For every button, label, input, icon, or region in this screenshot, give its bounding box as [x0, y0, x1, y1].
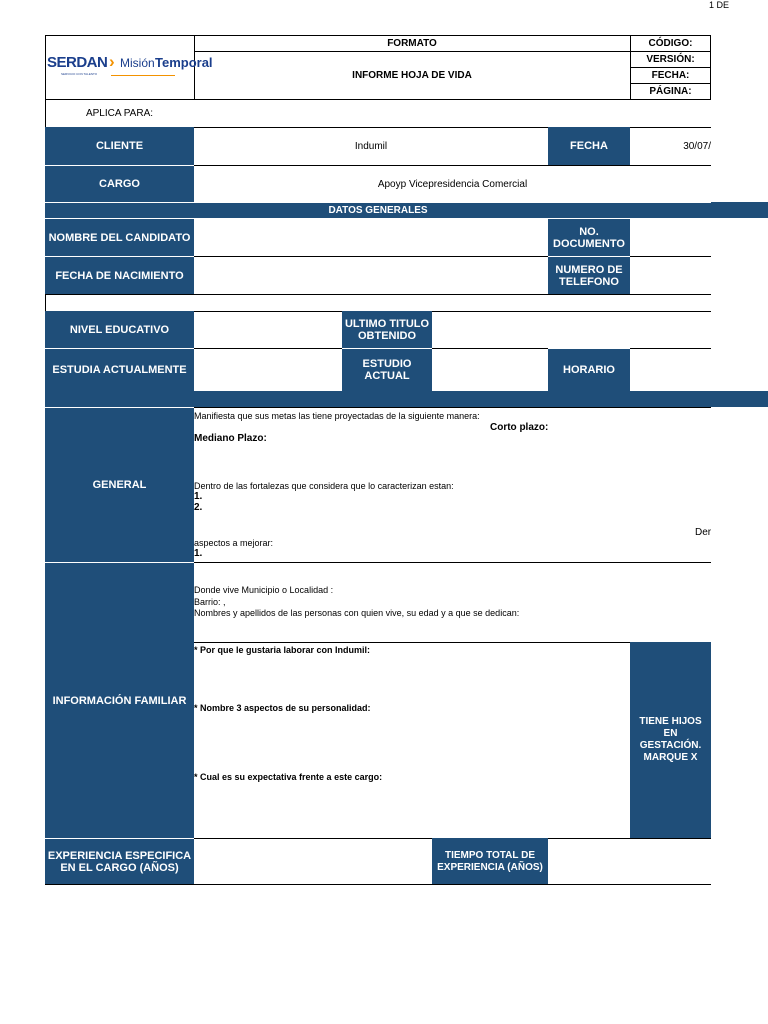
- cargo-label: CARGO: [45, 165, 194, 202]
- barrio-text: Barrio: ,: [194, 597, 226, 607]
- fecha-label: FECHA:: [651, 70, 690, 81]
- nombre-candidato-label: NOMBRE DEL CANDIDATO: [45, 218, 194, 256]
- donde-vive-text: Donde vive Municipio o Localidad :: [194, 585, 334, 595]
- pagina-label: PÁGINA:: [649, 86, 692, 97]
- aspectos-mejorar-text: aspectos a mejorar:: [194, 538, 274, 548]
- general-metas-text: Manifiesta que sus metas las tiene proyectadas de la siguiente manera:: [194, 411, 480, 421]
- cliente-label: CLIENTE: [45, 127, 194, 165]
- section-band: [45, 391, 768, 407]
- spacer-row: [45, 294, 711, 311]
- pregunta-laborar: * Por que le gustaria laborar con Indumil:: [194, 645, 371, 655]
- cliente-value: Indumil: [194, 127, 548, 165]
- estudio-actual-label: ESTUDIO ACTUAL: [342, 348, 432, 391]
- fecha-row-label: FECHA: [548, 127, 630, 165]
- mediano-plazo-text: Mediano Plazo:: [194, 433, 267, 444]
- nivel-educativo-value: [194, 311, 342, 348]
- estudia-actualmente-label: ESTUDIA ACTUALMENTE: [45, 348, 194, 391]
- codigo-label: CÓDIGO:: [648, 38, 693, 49]
- pregunta-personalidad: * Nombre 3 aspectos de su personalidad:: [194, 703, 371, 713]
- cargo-value: Apoyp Vicepresidencia Comercial: [194, 165, 711, 202]
- band-extension: [711, 202, 768, 218]
- corto-plazo-text: Corto plazo:: [490, 422, 549, 433]
- nombres-convivientes-text: Nombres y apellidos de las personas con quien vive, su edad y a que se dedican:: [194, 608, 520, 618]
- pregunta-expectativa: * Cual es su expectativa frente a este cargo:: [194, 772, 383, 782]
- datos-generales-header: DATOS GENERALES: [45, 202, 711, 218]
- estudio-actual-value: [432, 348, 548, 391]
- company-logo: SERDAN › Misión Temporal SERVICIO CON TALENTO: [47, 52, 213, 76]
- hijos-gestacion-label: TIENE HIJOS EN GESTACIÓN. MARQUE X: [630, 642, 711, 838]
- numero-telefono-label: NUMERO DE TELEFONO: [548, 256, 630, 294]
- fecha-nacimiento-label: FECHA DE NACIMIENTO: [45, 256, 194, 294]
- aspecto-item-1: 1.: [194, 548, 203, 559]
- aplica-para-label: APLICA PARA:: [85, 108, 154, 119]
- page-number: 1 DE: [709, 0, 730, 10]
- ultimo-titulo-value: [432, 311, 711, 348]
- nivel-educativo-label: NIVEL EDUCATIVO: [45, 311, 194, 348]
- fecha-row-value: 30/07/: [630, 127, 711, 165]
- experiencia-especifica-label: EXPERIENCIA ESPECIFICA EN EL CARGO (AÑOS): [45, 838, 194, 885]
- version-label: VERSIÓN:: [646, 54, 695, 65]
- no-documento-label: NO. DOCUMENTO: [548, 218, 630, 256]
- fortaleza-item-1: 1.: [194, 491, 203, 502]
- general-label: GENERAL: [45, 407, 194, 562]
- nombre-candidato-value: [194, 218, 548, 256]
- document-title: INFORME HOJA DE VIDA: [352, 70, 472, 81]
- fecha-nacimiento-value: [194, 256, 548, 294]
- tiempo-total-label: TIEMPO TOTAL DE EXPERIENCIA (AÑOS): [432, 838, 548, 885]
- fortalezas-text: Dentro de las fortalezas que considera que lo caracterizan estan:: [194, 481, 454, 491]
- horario-value: [630, 348, 711, 391]
- informacion-familiar-label: INFORMACIÓN FAMILIAR: [45, 562, 194, 838]
- numero-telefono-value: [630, 256, 711, 294]
- estudia-actualmente-value: [194, 348, 342, 391]
- der-text: Der: [695, 527, 712, 538]
- format-label: FORMATO: [387, 38, 437, 49]
- fortaleza-item-2: 2.: [194, 502, 203, 513]
- no-documento-value: [630, 218, 711, 256]
- ultimo-titulo-label: ULTIMO TITULO OBTENIDO: [342, 311, 432, 348]
- horario-label: HORARIO: [548, 348, 630, 391]
